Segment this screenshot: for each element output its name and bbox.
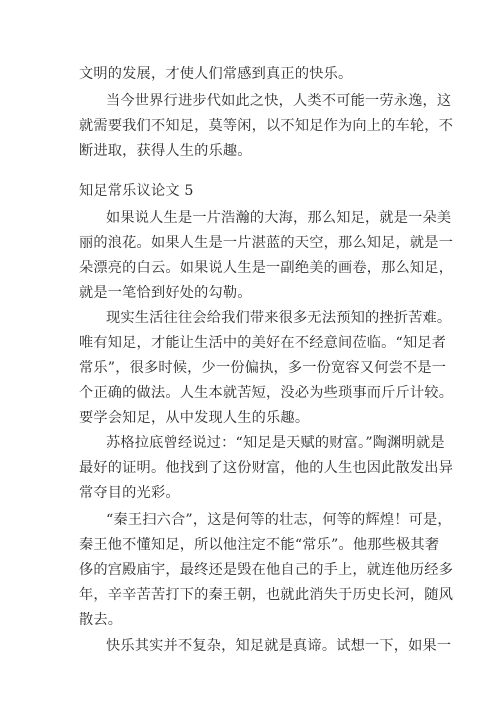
paragraph-line: 年，辛辛苦苦打下的秦王朝，也就此消失于历史长河，随风 [79,587,454,603]
paragraph-line: 朵漂亮的白云。如果说人生是一副绝美的画卷，那么知足， [79,260,454,276]
paragraph-line: 如果说人生是一片浩瀚的大海，那么知足，就是一朵美 [106,210,452,226]
paragraph-line: 现实生活往往会给我们带来很多无法预知的挫折苦难。 [106,310,452,326]
paragraph-line: 个正确的做法。人生本就苦短，没必为些琐事而斤斤计较。 [79,385,454,401]
paragraph-line: “秦王扫六合”，这是何等的壮志，何等的辉煌！可是， [106,512,452,528]
paragraph-line: 秦王他不懂知足，所以他注定不能“常乐”。他那些极其奢 [79,537,440,553]
paragraph-line: 当今世界行进步代如此之快，人类不可能一劳永逸，这 [106,93,452,109]
paragraph-line: 苏格拉底曾经说过：“知足是天赋的财富。”陶渊明就是 [106,435,445,451]
paragraph-line: 就需要我们不知足，莫等闲，以不知足作为向上的车轮，不 [79,118,454,134]
paragraph-line: 就是一笔恰到好处的勾勒。 [79,285,252,301]
paragraph-line: 散去。 [79,612,123,628]
paragraph-line: 要学会知足，从中发现人生的乐趣。 [79,410,310,426]
paragraph-line: 文明的发展，才使人们常感到真正的快乐。 [79,66,353,82]
paragraph-line: 唯有知足，才能让生活中的美好在不经意间莅临。“知足者 [79,335,447,351]
section-heading: 知足常乐议论文 5 [79,183,194,199]
paragraph-line: 最好的证明。他找到了这份财富，他的人生也因此散发出异 [79,460,454,476]
paragraph-line: 断进取，获得人生的乐趣。 [79,143,252,159]
paragraph-line: 丽的浪花。如果人生是一片湛蓝的天空，那么知足，就是一 [79,235,454,251]
paragraph-line: 常夺目的光彩。 [79,485,180,501]
paragraph-line: 快乐其实并不复杂，知足就是真谛。试想一下，如果一 [106,638,452,654]
paragraph-line: 侈的宫殿庙宇，最终还是毁在他自己的手上，就连他历经多 [79,562,454,578]
paragraph-line: 常乐”，很多时候，少一份偏执，多一份宽容又何尝不是一 [79,360,447,376]
